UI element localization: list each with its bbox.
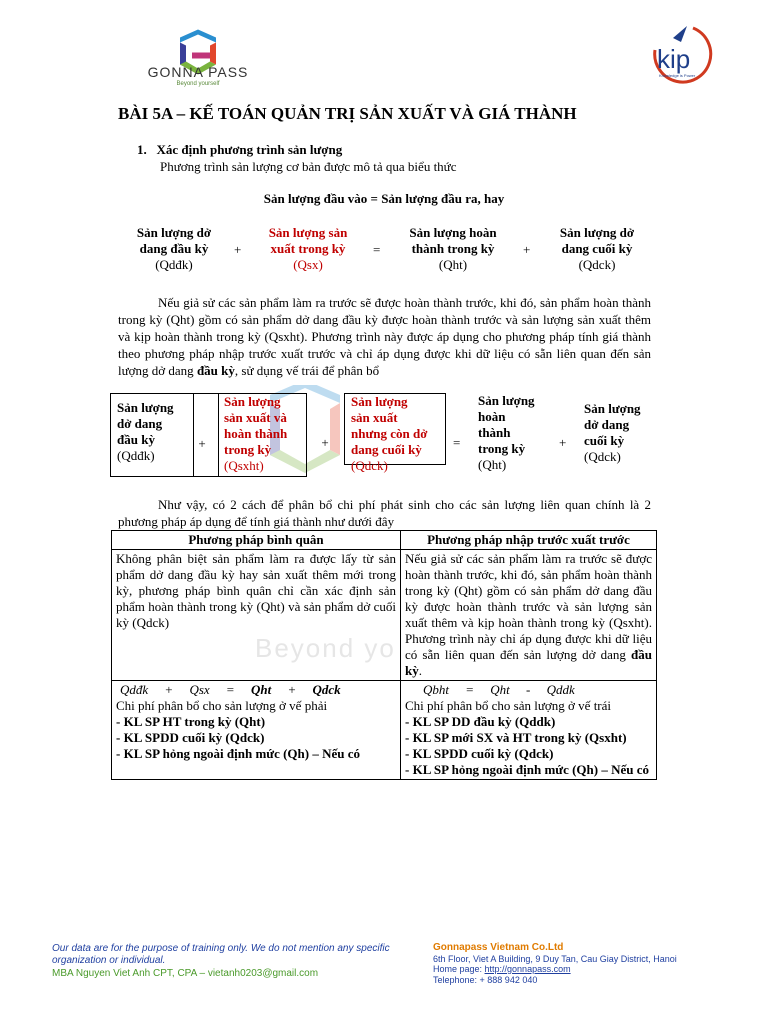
watermark-text: Beyond yo xyxy=(255,633,396,663)
kip-tagline: Knowledge is Power xyxy=(659,73,696,78)
equation-plus-operator: + xyxy=(523,242,531,257)
footer-company-name: Gonnapass Vietnam Co.Ltd xyxy=(433,942,564,953)
average-note: Chi phí phân bổ cho sản lượng ở vế phải xyxy=(116,698,328,713)
list-item: - KL SP mới SX và HT trong kỳ (Qsxht) xyxy=(405,730,627,745)
box-completed: Sản lượng hoàn thành trong kỳ (Qht) xyxy=(478,393,535,472)
box-equals-operator: = xyxy=(453,435,461,450)
equation-term-production: Sản lượng sản xuất trong kỳ (Qsx) xyxy=(268,225,348,272)
equation-term-closing-wip: Sản lượng dở dang cuối kỳ (Qdck) xyxy=(559,225,635,272)
column-header-fifo: Phương pháp nhập trước xuất trước xyxy=(401,531,657,550)
footer-telephone: Telephone: + 888 942 040 xyxy=(433,974,538,985)
average-description: Không phân biệt sản phẩm làm ra được lấy từ sản phẩm dở dang đầu kỳ hay sản xuất thêm mới trong kỳ, phương pháp bình quân chỉ cần xác định sản phẩm hoàn thành trong kỳ (Qht) và sản phẩm dở cuối kỳ (Qdck) xyxy=(112,550,401,681)
list-item: - KL SP HT trong kỳ (Qht) xyxy=(116,714,266,729)
homepage-link[interactable]: http://gonnapass.com xyxy=(484,964,571,974)
fifo-description: Nếu giả sử các sản phẩm làm ra trước sẽ được hoàn thành trước, khi đó, sản phẩm hoàn thành trong kỳ (Qht) gồm có sản phẩm dở dang đầu kỳ được hoàn thành trước và sản lượng sản xuất thêm và kịp hoàn thành trong kỳ (Qsxht). Phương trình này chỉ áp dụng được khi dữ liệu có sẵn liên quan đến sản lượng dở dang đầu kỳ. xyxy=(401,550,657,681)
paragraph-two-methods: Như vậy, có 2 cách để phân bổ chi phí phát sinh cho các sản lượng liên quan chính là 2 phương pháp áp dụng để tính giá thành như dưới đây xyxy=(118,497,651,529)
equation-equals-operator: = xyxy=(373,242,381,257)
box-plus-operator: + xyxy=(559,435,567,450)
average-formula: Qdđk + Qsx = Qht + Qdck xyxy=(120,682,341,697)
box-produced-unfinished: Sản lượng sản xuất nhưng còn dở dang cuối kỳ (Qdck) xyxy=(344,393,446,465)
fifo-note: Chi phí phân bổ cho sản lượng ở vế trái xyxy=(405,698,612,713)
main-equation: Sản lượng đầu vào = Sản lượng đầu ra, hay xyxy=(263,191,505,206)
box-plus-operator: + xyxy=(186,393,219,477)
section-number: 1. xyxy=(137,142,147,157)
section-heading-text: Xác định phương trình sản lượng xyxy=(156,142,343,157)
box-closing-wip: Sản lượng dở dang cuối kỳ (Qdck) xyxy=(584,401,641,464)
list-item: - KL SP hỏng ngoài định mức (Qh) – Nếu có xyxy=(405,762,650,777)
footer-company-info xyxy=(433,943,703,985)
footer-address: 6th Floor, Viet A Building, 9 Duy Tan, Cau Giay District, Hanoi xyxy=(433,953,677,964)
footer-author: MBA Nguyen Viet Anh CPT, CPA – vietanh0203@gmail.com xyxy=(52,968,319,979)
page-title: BÀI 5A – KẾ TOÁN QUẢN TRỊ SẢN XUẤT VÀ GIÁ THÀNH xyxy=(118,104,577,123)
table-header-row xyxy=(112,531,657,550)
list-item: - KL SP hỏng ngoài định mức (Qh) – Nếu có xyxy=(116,746,361,761)
box-produced-completed: Sản lượng sản xuất và hoàn thành trong kỳ (Qsxht) xyxy=(218,393,307,477)
gonnapass-brand-name: GONNA PASS xyxy=(147,64,249,80)
footer-homepage: Home page: http://gonnapass.com xyxy=(433,964,571,974)
column-header-average: Phương pháp bình quân xyxy=(112,531,401,550)
footer-disclaimer: Our data are for the purpose of training only. We do not mention any specific organization or individual. xyxy=(52,943,390,966)
average-formula-cell xyxy=(112,681,401,780)
list-item: - KL SPDD cuối kỳ (Qdck) xyxy=(116,730,265,745)
gonnapass-tagline: Beyond yourself xyxy=(176,81,220,87)
fifo-formula: Qbht = Qht - Qddk xyxy=(423,682,575,697)
equation-term-opening-wip: Sản lượng dở dang đầu kỳ (Qdđk) xyxy=(136,225,212,272)
table-row xyxy=(112,681,657,780)
list-item: - KL SPDD cuối kỳ (Qdck) xyxy=(405,746,554,761)
box-opening-wip: Sản lượng dở dang đầu kỳ (Qdđk) xyxy=(110,393,194,477)
section-subtitle: Phương trình sản lượng cơ bản được mô tả qua biểu thức xyxy=(160,159,457,174)
equation-term-completed: Sản lượng hoàn thành trong kỳ (Qht) xyxy=(409,225,497,272)
list-item: - KL SP DD đầu kỳ (Qddk) xyxy=(405,714,556,729)
section-heading xyxy=(137,142,342,158)
paragraph-fifo-explanation: Nếu giả sử các sản phẩm làm ra trước sẽ được hoàn thành trước, khi đó, sản phẩm hoàn thành trong kỳ (Qht) gồm có sản phẩm dở dang đầu kỳ được hoàn thành trước và sản lượng sản xuất thêm và kịp hoàn thành trong kỳ (Qsxht). Phương trình này được áp dụng cho phương pháp tính giá thành theo phương pháp nhập trước xuất trước và chỉ áp dụng được khi dữ liệu có sẵn liên quan đến sản lượng dở dang đầu kỳ, sử dụng vế trái để phân bổ xyxy=(118,295,651,378)
kip-brand-name: kip xyxy=(657,44,691,74)
equation-plus-operator: + xyxy=(234,242,242,257)
box-plus-operator: + xyxy=(321,435,329,450)
kip-logo-icon xyxy=(643,20,713,90)
fifo-formula-cell xyxy=(401,681,657,780)
